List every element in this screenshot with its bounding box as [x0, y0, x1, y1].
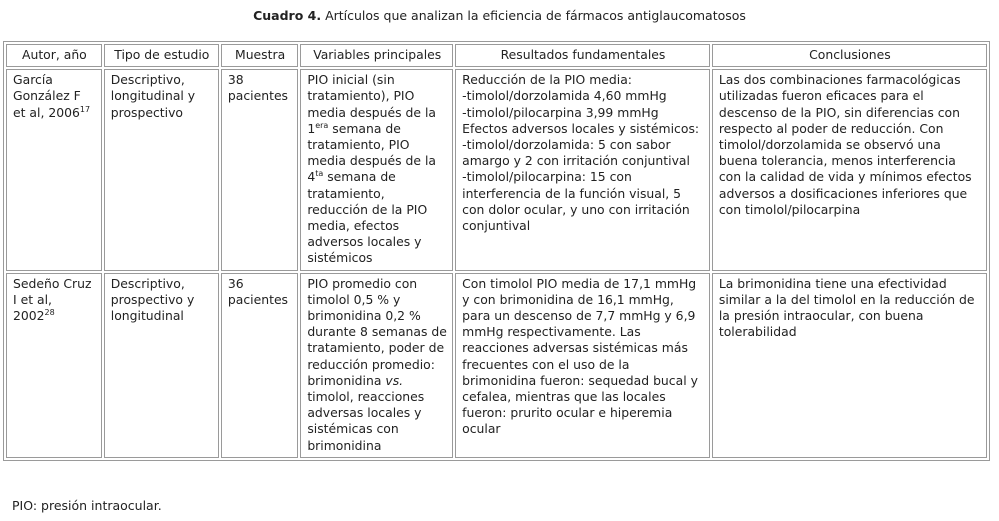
cell-sample: 36 pacientes — [221, 273, 298, 458]
header-conclusions: Conclusiones — [712, 44, 987, 67]
variables-text-b: timolol, reacciones adversas locales y sistémicas con brimonidina — [307, 389, 425, 453]
variables-ordinal-1: era — [315, 120, 329, 130]
cell-sample: 38 pacientes — [221, 69, 298, 270]
variables-text-a: PIO inicial (sin tratamiento), PIO media después de la 1 — [307, 72, 436, 136]
caption-label: Cuadro 4. — [253, 8, 322, 23]
caption-text: Artículos que analizan la eficiencia de fármacos antiglaucomatosos — [321, 8, 746, 23]
table-caption — [0, 8, 999, 24]
header-results: Resultados fundamentales — [455, 44, 710, 67]
cell-variables — [300, 69, 453, 270]
cell-study-type: Descriptivo, longitudinal y prospectivo — [104, 69, 219, 270]
variables-versus: vs. — [385, 372, 404, 388]
table-row — [6, 273, 987, 458]
author-name: Sedeño Cruz I et al, 2002 — [13, 275, 92, 324]
cell-conclusions: Las dos combinaciones farmacológicas utilizadas fueron eficaces para el descenso de la PIO, sin diferencias con respecto al poder de reducción. Con timolol/dorzolamida se observó una buena tolerancia, menos interferencia con la calidad de vida y mínimos efectos adversos a dosificaciones inferiores que con timolol/pilocarpina — [712, 69, 987, 270]
cell-variables — [300, 273, 453, 458]
header-author: Autor, año — [6, 44, 102, 67]
cell-study-type: Descriptivo, prospectivo y longitudinal — [104, 273, 219, 458]
header-sample: Muestra — [221, 44, 298, 67]
cell-author — [6, 69, 102, 270]
cell-results: Reducción de la PIO media: -timolol/dorzolamida 4,60 mmHg -timolol/pilocarpina 3,99 mmHg Efectos adversos locales y sistémicos: -timolol/dorzolamida: 5 con sabor amargo y 2 con irritación conjuntival -timolol/pilocarpina: 15 con interferencia de la función visual, 5 con dolor ocular, y uno con irritación conjuntival — [455, 69, 710, 270]
variables-ordinal-2: ta — [315, 169, 324, 179]
table-row — [6, 69, 987, 270]
variables-text-a: PIO promedio con timolol 0,5 % y brimonidina 0,2 % durante 8 semanas de tratamiento, poder de reducción promedio: brimonidina — [307, 275, 447, 388]
cell-conclusions: La brimonidina tiene una efectividad similar a la del timolol en la reducción de la presión intraocular, con buena tolerabilidad — [712, 273, 987, 458]
table-header-row — [6, 44, 987, 67]
header-study-type: Tipo de estudio — [104, 44, 219, 67]
studies-table — [3, 41, 990, 461]
author-reference: 17 — [79, 104, 91, 114]
variables-text-c: semana de tratamiento, reducción de la PIO media, efectos adversos locales y sistémicos — [307, 169, 428, 266]
author-name: García González F et al, 2006 — [13, 72, 81, 120]
variables-text-b: semana de tratamiento, PIO media después de la 4 — [307, 120, 436, 185]
footnote: PIO: presión intraocular. — [12, 498, 162, 513]
header-variables: Variables principales — [300, 44, 453, 67]
cell-author — [6, 273, 102, 458]
author-reference: 28 — [44, 308, 55, 318]
cell-results: Con timolol PIO media de 17,1 mmHg y con brimonidina de 16,1 mmHg, para un descenso de 7,7 mmHg y 6,9 mmHg respectivamente. Las reacciones adversas sistémicas más frecuentes con el uso de la brimonidina fueron: sequedad bucal y cefalea, mientras que las locales fueron: prurito ocular e hiperemia ocular — [455, 273, 710, 458]
